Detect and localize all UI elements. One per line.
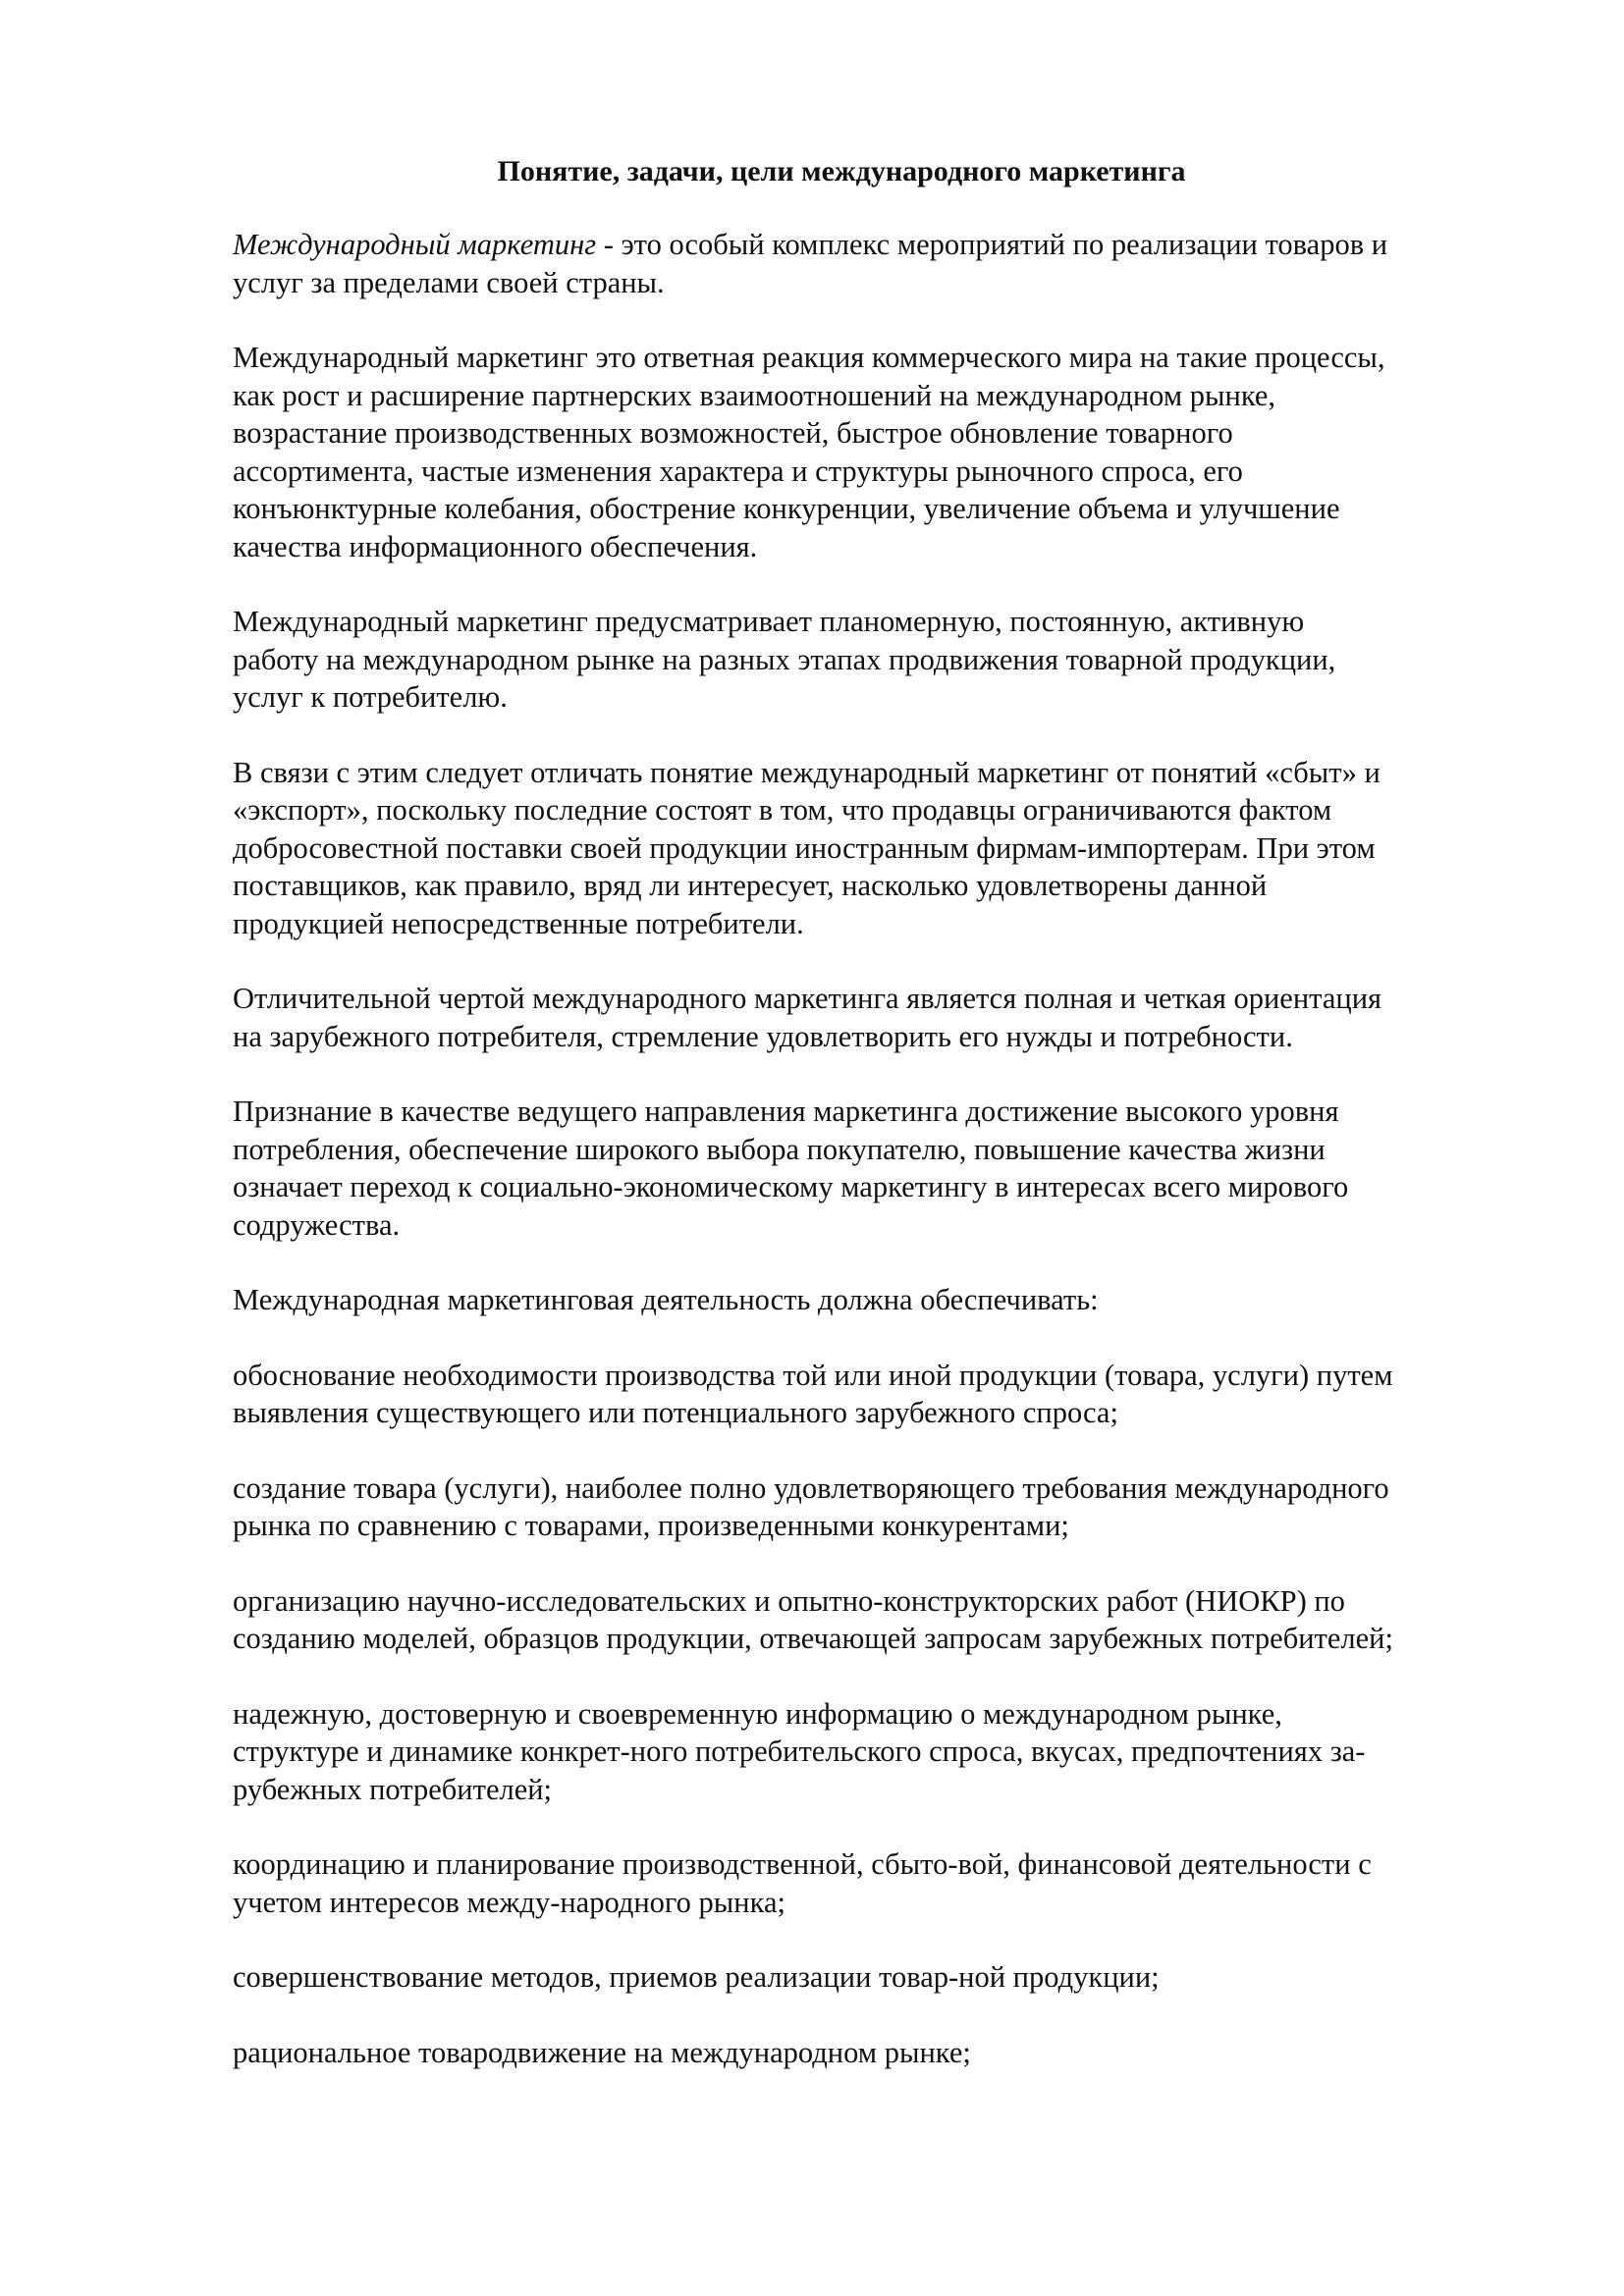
list-item: рациональное товародвижение на международном рынке; [233,2035,971,2069]
list-item: создание товара (услуги), наиболее полно удовлетворяющего требования международного рынка по сравнению с товарами, произведенными конкурентами; [233,1470,1389,1542]
paragraph: Международный маркетинг предусматривает планомерную, постоянную, активную работу на международном рынке на разных этапах продвижения товарной продукции, услуг к потребителю. [233,605,1336,714]
list-item: координацию и планирование производственной, сбыто-вой, финансовой деятельности с учетом интересов между-народного рынка; [233,1847,1372,1919]
list-item: надежную, достоверную и своевременную информацию о международном рынке, структуре и динамике конкрет-ного потребительского спроса, вкусах, предпочтениях за- рубежных потребителей; [233,1696,1366,1806]
paragraph: В связи с этим следует отличать понятие международный маркетинг от понятий «сбыт» и «экспорт», поскольку последние состоят в том, что продавцы ограничиваются фактом добросовестной поставки своей продукции иностранным фирмам-импортерам. При этом поставщиков, как правило, вряд ли интересует, насколько удовлетворены данной продукцией непосредственные потребители. [233,755,1380,940]
list-item: совершенствование методов, приемов реализации товар-ной продукции; [233,1960,1160,1994]
paragraph: Отличительной чертой международного маркетинга является полная и четкая ориентация на зарубежного потребителя, стремление удовлетворить его нужды и потребности. [233,982,1382,1053]
list-item: обоснование необходимости производства той или иной продукции (товара, услуги) путем выявления существующего или потенциального зарубежного спроса; [233,1358,1393,1429]
list-item: организацию научно-исследовательских и опытно-конструкторских работ (НИОКР) по созданию моделей, образцов продукции, отвечающей запросам зарубежных потребителей; [233,1583,1393,1655]
definition-paragraph [233,226,1529,301]
document-body [233,153,1529,2109]
defined-term: Международный маркетинг [233,228,597,261]
paragraph: Международный маркетинг это ответная реакция коммерческого мира на такие процессы, как рост и расширение партнерских взаимоотношений на международном рынке, возрастание производственных возможностей, быстрое обновление товарного ассортимента, частые изменения характера и структуры рыночного спроса, его конъюнктурные колебания, обострение конкуренции, увеличение объема и улучшение качества информационного обеспечения. [233,341,1385,563]
document-title: Понятие, задачи, цели международного маркетинга [497,155,1186,187]
definition-text: - это особый комплекс мероприятий по реализации товаров и услуг за пределами своей страны. [233,228,1388,299]
list-intro-paragraph: Международная маркетинговая деятельность должна обеспечивать: [233,1283,1099,1316]
paragraph: Признание в качестве ведущего направления маркетинга достижение высокого уровня потребления, обеспечение широкого выбора покупателю, повышение качества жизни означает переход к социально-экономическому маркетингу в интересах всего мирового содружества. [233,1095,1349,1242]
